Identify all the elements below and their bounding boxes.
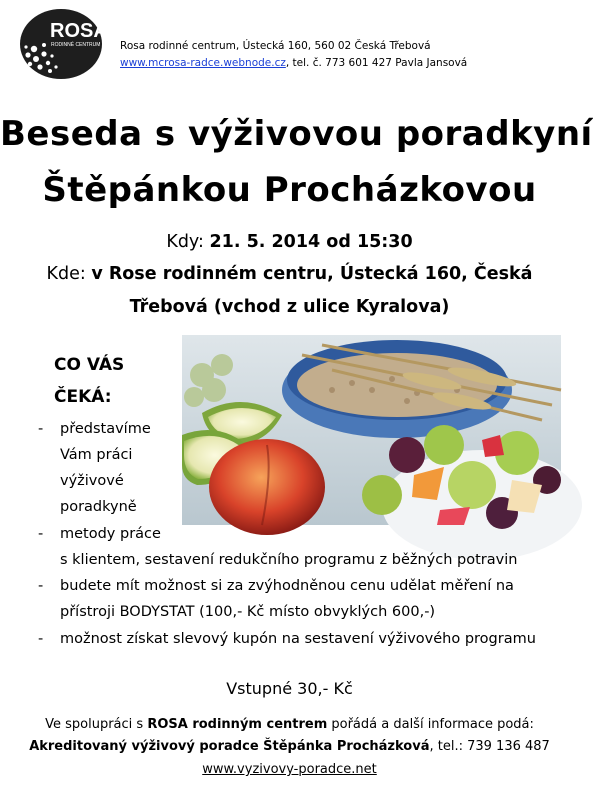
where-label: Kde: xyxy=(46,264,86,284)
expect-heading-2: ČEKÁ: xyxy=(54,387,112,407)
bullet-3: - xyxy=(38,578,44,594)
item-1-line-1: představíme xyxy=(60,421,151,437)
header-website-link[interactable]: www.mcrosa-radce.webnode.cz xyxy=(120,57,286,69)
rosa-logo xyxy=(20,9,108,79)
when-label: Kdy: xyxy=(166,232,204,252)
footer-pre: Ve spolupráci s xyxy=(45,717,148,732)
bullet-2: - xyxy=(38,526,44,542)
footer-line-2 xyxy=(0,739,579,754)
svg-text:ROSA: ROSA xyxy=(50,20,108,42)
item-4-line-1: možnost získat slevový kupón na sestavení výživového programu xyxy=(60,631,536,647)
when-value: 21. 5. 2014 od 15:30 xyxy=(209,232,413,252)
footer-advisor: Akreditovaný výživový poradce Štěpánka Procházková xyxy=(29,739,430,754)
footer-post: pořádá a další informace podá: xyxy=(327,717,534,732)
title-line-1: Beseda s výživovou poradkyní xyxy=(0,114,593,154)
item-3-line-1: budete mít možnost si za zvýhodněnou cenu udělat měření na xyxy=(60,578,514,594)
item-1-line-3: výživové xyxy=(60,473,124,489)
where-value-2: Třebová (vchod z ulice Kyralova) xyxy=(129,297,450,317)
item-1-line-2: Vám práci xyxy=(60,447,133,463)
footer-phone: , tel.: 739 136 487 xyxy=(429,739,550,754)
header-phone: , tel. č. 773 601 427 Pavla Jansová xyxy=(285,57,468,69)
bullet-4: - xyxy=(38,631,44,647)
item-2-line-2: s klientem, sestavení redukčního programu z běžných potravin xyxy=(60,552,518,568)
header-contact xyxy=(120,57,467,69)
where-value-1: v Rose rodinném centru, Ústecká 160, Česká xyxy=(91,264,533,284)
item-1-line-4: poradkyně xyxy=(60,499,137,515)
event-when xyxy=(0,232,579,252)
item-3-line-2: přístroji BODYSTAT (100,- Kč místo obvyklých 600,-) xyxy=(60,604,436,620)
event-where xyxy=(0,264,579,284)
bullet-1: - xyxy=(38,421,44,437)
header-address: Rosa rodinné centrum, Ústecká 160, 560 02 Česká Třebová xyxy=(120,40,431,52)
fruit-bowl-photo xyxy=(182,335,561,525)
footer-website-link[interactable]: www.vyzivovy-poradce.net xyxy=(202,762,377,777)
footer-line-3 xyxy=(0,762,579,777)
svg-text:RODINNÉ CENTRUM: RODINNÉ CENTRUM xyxy=(51,42,101,48)
expect-heading-1: CO VÁS xyxy=(54,355,125,375)
item-2-line-1: metody práce xyxy=(60,526,161,542)
title-line-2: Štěpánkou Procházkovou xyxy=(42,170,537,210)
footer-org: ROSA rodinným centrem xyxy=(147,717,328,732)
admission-fee: Vstupné 30,- Kč xyxy=(226,679,353,698)
footer-line-1 xyxy=(0,717,579,732)
